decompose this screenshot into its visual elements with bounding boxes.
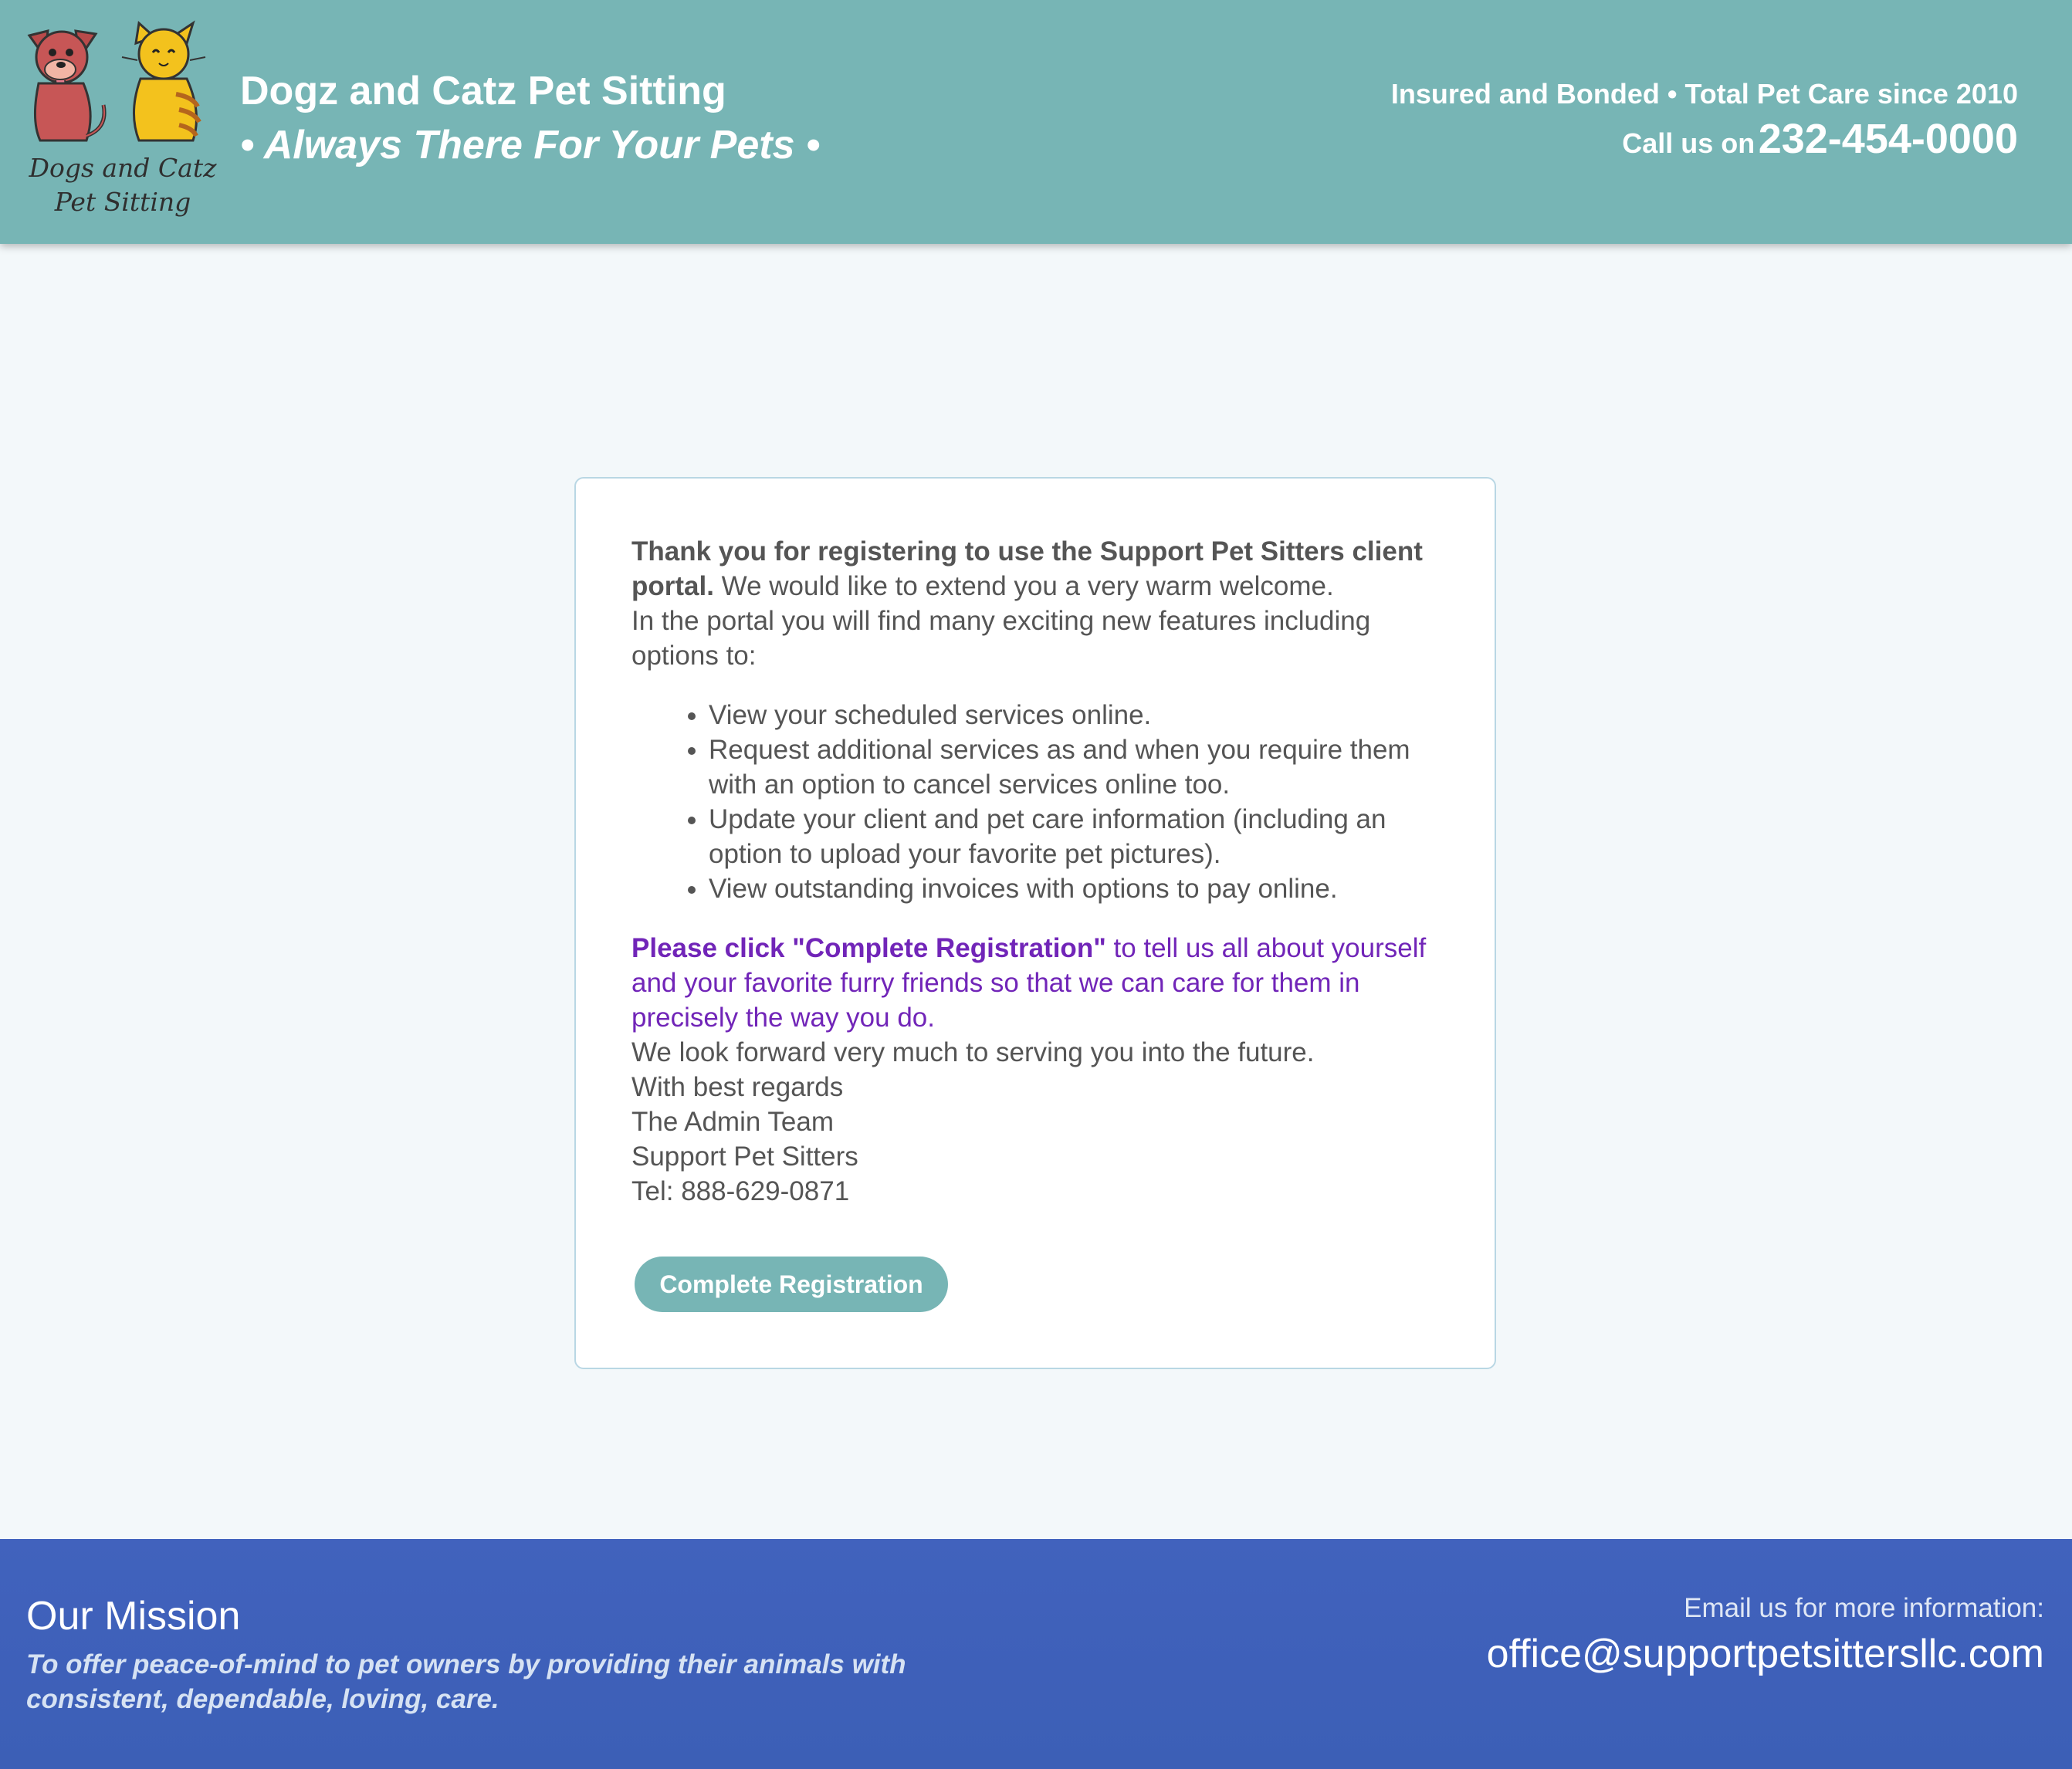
- dog-cat-logo-icon: [22, 20, 224, 151]
- intro-bold: Thank you for registering to use the Support Pet Sitters client portal.: [631, 536, 1423, 601]
- brand-tagline: • Always There For Your Pets •: [240, 123, 821, 167]
- intro-paragraph: [631, 534, 1442, 604]
- cta-bold: Please click "Complete Registration": [631, 933, 1106, 963]
- email-label: Email us for more information:: [1684, 1593, 2044, 1623]
- intro-rest: We would like to extend you a very warm welcome.: [713, 571, 1334, 601]
- logo-line-1: Dogs and Catz: [29, 153, 217, 183]
- mission-text: To offer peace-of-mind to pet owners by providing their animals with consistent, dependable, loving, care.: [26, 1649, 906, 1714]
- closing-text: We look forward very much to serving you into the future.: [631, 1037, 1315, 1067]
- call-line: [1391, 116, 2018, 173]
- phone-link[interactable]: 232-454-0000: [1758, 116, 2018, 162]
- list-item: • View your scheduled services online.: [709, 698, 1442, 732]
- list-item: • View outstanding invoices with options to pay online.: [709, 871, 1442, 906]
- footer-contact: [1487, 1591, 2044, 1679]
- features-intro: In the portal you will find many exciting new features including options to:: [631, 606, 1371, 671]
- call-label: Call us on: [1622, 127, 1755, 159]
- features-list: [631, 698, 1442, 906]
- brand-title: Dogz and Catz Pet Sitting: [240, 69, 726, 113]
- list-item: • Request additional services as and when you require them with an option to cancel services online too.: [709, 732, 1442, 802]
- cta-rest: to tell us all about yourself and your favorite furry friends so that we can care for them in precisely the way you do.: [631, 933, 1427, 1033]
- company-text: Support Pet Sitters: [631, 1142, 858, 1172]
- welcome-card: [574, 477, 1496, 1369]
- header-contact: [1391, 77, 2018, 173]
- list-item: • Update your client and pet care information (including an option to upload your favorite pet pictures).: [709, 802, 1442, 871]
- site-header: [0, 0, 2072, 244]
- email-link[interactable]: office@supportpetsittersllc.com: [1486, 1632, 2044, 1676]
- site-footer: [0, 1539, 2072, 1769]
- regards-text: With best regards: [631, 1072, 844, 1102]
- site-logo[interactable]: [22, 20, 224, 221]
- tel-text: Tel: 888-629-0871: [631, 1176, 850, 1206]
- complete-registration-button[interactable]: Complete Registration: [635, 1257, 948, 1312]
- mission-title: Our Mission: [26, 1594, 241, 1639]
- cta-paragraph: [631, 931, 1442, 1035]
- team-text: The Admin Team: [631, 1107, 834, 1137]
- insured-text: Insured and Bonded • Total Pet Care since 2010: [1390, 78, 2018, 110]
- logo-text: [22, 151, 224, 219]
- welcome-message: [631, 534, 1442, 1209]
- logo-line-2: Pet Sitting: [54, 187, 191, 217]
